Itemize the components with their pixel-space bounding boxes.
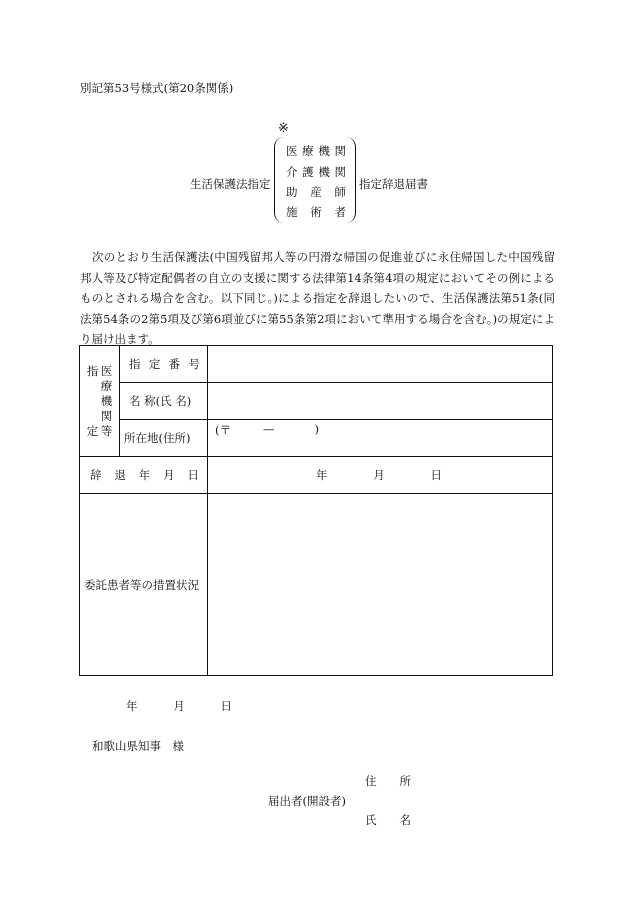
applicant-address-label: 住 所 [365, 774, 411, 788]
submission-date: 年 月 日 [126, 699, 232, 713]
title-prefix: 生活保護法指定 [190, 177, 271, 191]
facility-option-care: 介 護 機 関 [286, 165, 346, 179]
patient-measures-field[interactable] [208, 494, 553, 676]
applicant-label: 届出者(開設者) [268, 794, 346, 808]
name-field[interactable] [208, 383, 553, 420]
form-reference: 別記第53号様式(第20条関係) [80, 81, 234, 95]
designation-number-field[interactable] [208, 346, 553, 383]
facility-option-midwife: 助 産 師 [286, 185, 346, 199]
designated-institution-label: 指 定医 療 機 関 等 [80, 346, 120, 457]
name-label: 名 称(氏 名) [120, 383, 208, 420]
patient-measures-label: 委託患者等の措置状況 [80, 494, 208, 676]
applicant-name-label: 氏 名 [365, 813, 411, 827]
withdrawal-date-label: 辞 退 年 月 日 [80, 457, 208, 494]
addressee: 和歌山県知事 様 [92, 739, 184, 753]
withdrawal-date-field[interactable]: 年 月 日 [208, 457, 553, 494]
location-label: 所在地(住所) [120, 420, 208, 457]
designation-number-label: 指 定 番 号 [120, 346, 208, 383]
reference-mark: ※ [278, 121, 289, 136]
facility-option-medical: 医 療 機 関 [286, 144, 346, 158]
postal-code-dash: — [263, 422, 275, 436]
facility-option-practitioner: 施 術 者 [286, 205, 346, 219]
designation-form-table [79, 345, 553, 676]
location-field[interactable] [208, 420, 553, 457]
postal-code-close: ) [314, 422, 319, 436]
body-text: 次のとおり生活保護法(中国残留邦人等の円滑な帰国の促進並びに永住帰国した中国残留邦人等及び特定配偶者の自立の支援に関する法律第14条第4項の規定においてその例によるものとされる場合を含む。以下同じ。)による指定を辞退したいので、生活保護法第51条(同法第54条の2第5項及び第6項並びに第55条第2項において準用する場合を含む。)の規定により届け出ます。 [80, 250, 555, 346]
postal-code-open: (〒 [215, 423, 231, 437]
title-suffix: 指定辞退届書 [359, 177, 428, 191]
